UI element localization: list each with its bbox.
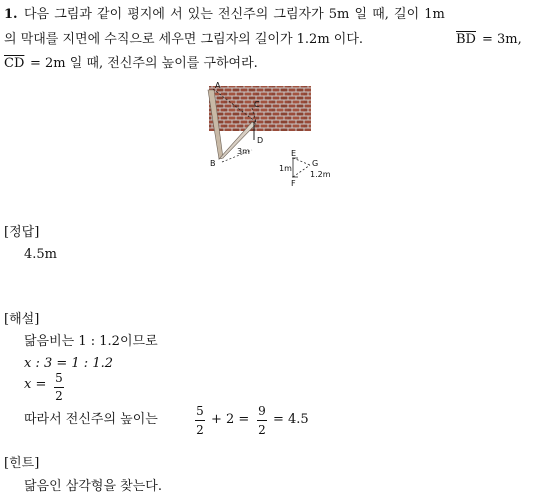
label-c: C — [254, 100, 260, 109]
explanation-heading: [해설] — [4, 312, 40, 327]
explanation-line-2: x : 3 = 1 : 1.2 — [24, 356, 113, 371]
explanation-line-3-lhs: x = — [24, 377, 47, 392]
fraction-1-bar — [195, 420, 205, 421]
answer-heading: [정답] — [4, 225, 40, 240]
explanation-line-4-mid: + 2 = — [211, 412, 250, 427]
ray-eg — [293, 158, 310, 165]
hint-heading: [힌트] — [4, 456, 40, 471]
segment-bd-value: = 3m, — [482, 32, 522, 47]
problem-line-3: = 2m 일 때, 전신주의 높이를 구하여라. — [30, 56, 258, 71]
fraction-2-denominator: 2 — [258, 423, 266, 437]
label-fg-length: 1.2m — [310, 170, 331, 179]
label-b: B — [210, 159, 216, 168]
problem-number: 1. — [4, 7, 18, 22]
explanation-line-4-text: 따라서 전신주의 높이는 — [24, 412, 158, 427]
fraction-2-bar — [257, 420, 267, 421]
hint-text: 닮음인 삼각형을 찾는다. — [24, 479, 162, 494]
label-g: G — [312, 159, 319, 168]
explanation-line-4-end: = 4.5 — [273, 412, 309, 427]
segment-bd: $\overline{BD}$ — [456, 32, 476, 47]
label-f: F — [291, 179, 296, 188]
shadow-fg — [293, 165, 310, 177]
problem-figure — [0, 0, 535, 200]
label-a: A — [215, 81, 221, 90]
explanation-line-1: 닮음비는 1 : 1.2이므로 — [24, 334, 158, 349]
fraction-denominator: 2 — [55, 389, 63, 403]
answer-value: 4.5m — [24, 247, 58, 262]
fraction-1-denominator: 2 — [196, 423, 204, 437]
fraction-2-numerator: 9 — [258, 404, 266, 418]
problem-line-2: 의 막대를 지면에 수직으로 세우면 그림자의 길이가 1.2m 이다. — [4, 32, 364, 47]
label-ef-length: 1m — [279, 164, 292, 173]
fraction-1-numerator: 5 — [196, 404, 204, 418]
brick-wall — [209, 86, 311, 131]
fraction-numerator: 5 — [55, 371, 63, 385]
label-e: E — [291, 149, 297, 158]
segment-cd: $\overline{CD}$ — [4, 56, 25, 71]
label-d: D — [257, 136, 264, 145]
label-bd-length: 3m — [237, 147, 250, 156]
problem-line-1: 다음 그림과 같이 평지에 서 있는 전신주의 그림자가 5m 일 때, 길이 1m — [24, 7, 445, 22]
fraction-bar — [54, 387, 64, 388]
